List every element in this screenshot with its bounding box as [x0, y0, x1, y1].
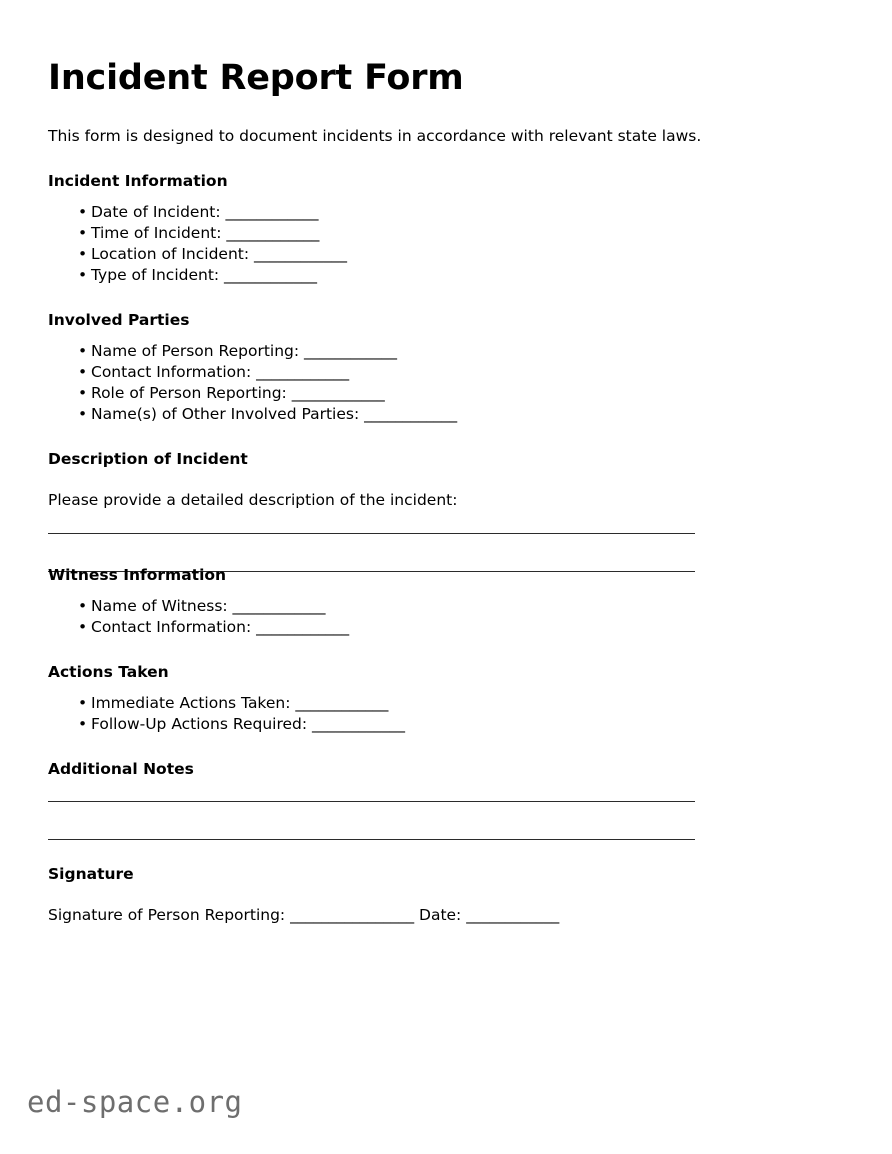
field-list-involved-parties — [48, 341, 798, 425]
list-item: • Location of Incident: ____________ — [48, 244, 798, 265]
intro-paragraph: This form is designed to document incidents in accordance with relevant state laws. — [48, 127, 702, 145]
section-heading-signature: Signature — [48, 865, 134, 883]
section-heading-witness-information: Witness Information — [48, 566, 227, 584]
section-heading-incident-information: Incident Information — [48, 172, 228, 190]
field-list-incident-information — [48, 202, 798, 286]
list-item: • Name of Person Reporting: ____________ — [48, 341, 798, 362]
document-body — [48, 56, 798, 926]
description-prompt: Please provide a detailed description of the incident: — [48, 491, 458, 509]
signature-field-line: Signature of Person Reporting: ________________ Date: ____________ — [48, 906, 560, 924]
list-item: • Time of Incident: ____________ — [48, 223, 798, 244]
additional-notes-write-in-area[interactable] — [48, 801, 798, 840]
list-item: • Contact Information: ____________ — [48, 362, 798, 383]
footer-watermark: ed-space.org — [27, 1085, 243, 1119]
section-heading-involved-parties: Involved Parties — [48, 311, 190, 329]
list-item: • Contact Information: ____________ — [48, 617, 798, 638]
list-item: • Date of Incident: ____________ — [48, 202, 798, 223]
list-item: • Name of Witness: ____________ — [48, 596, 798, 617]
rule-line[interactable] — [48, 839, 695, 840]
section-heading-actions-taken: Actions Taken — [48, 663, 169, 681]
list-item: • Type of Incident: ____________ — [48, 265, 798, 286]
field-list-actions-taken — [48, 693, 798, 735]
field-list-witness-information — [48, 596, 798, 638]
list-item: • Name(s) of Other Involved Parties: ____________ — [48, 404, 798, 425]
section-heading-additional-notes: Additional Notes — [48, 760, 194, 778]
rule-line[interactable] — [48, 533, 695, 534]
page-title: Incident Report Form — [48, 58, 464, 98]
description-write-in-area[interactable] — [48, 533, 798, 541]
section-heading-description-of-incident: Description of Incident — [48, 450, 248, 468]
list-item: • Immediate Actions Taken: ____________ — [48, 693, 798, 714]
list-item: • Role of Person Reporting: ____________ — [48, 383, 798, 404]
list-item: • Follow-Up Actions Required: ____________ — [48, 714, 798, 735]
rule-line[interactable] — [48, 801, 695, 802]
